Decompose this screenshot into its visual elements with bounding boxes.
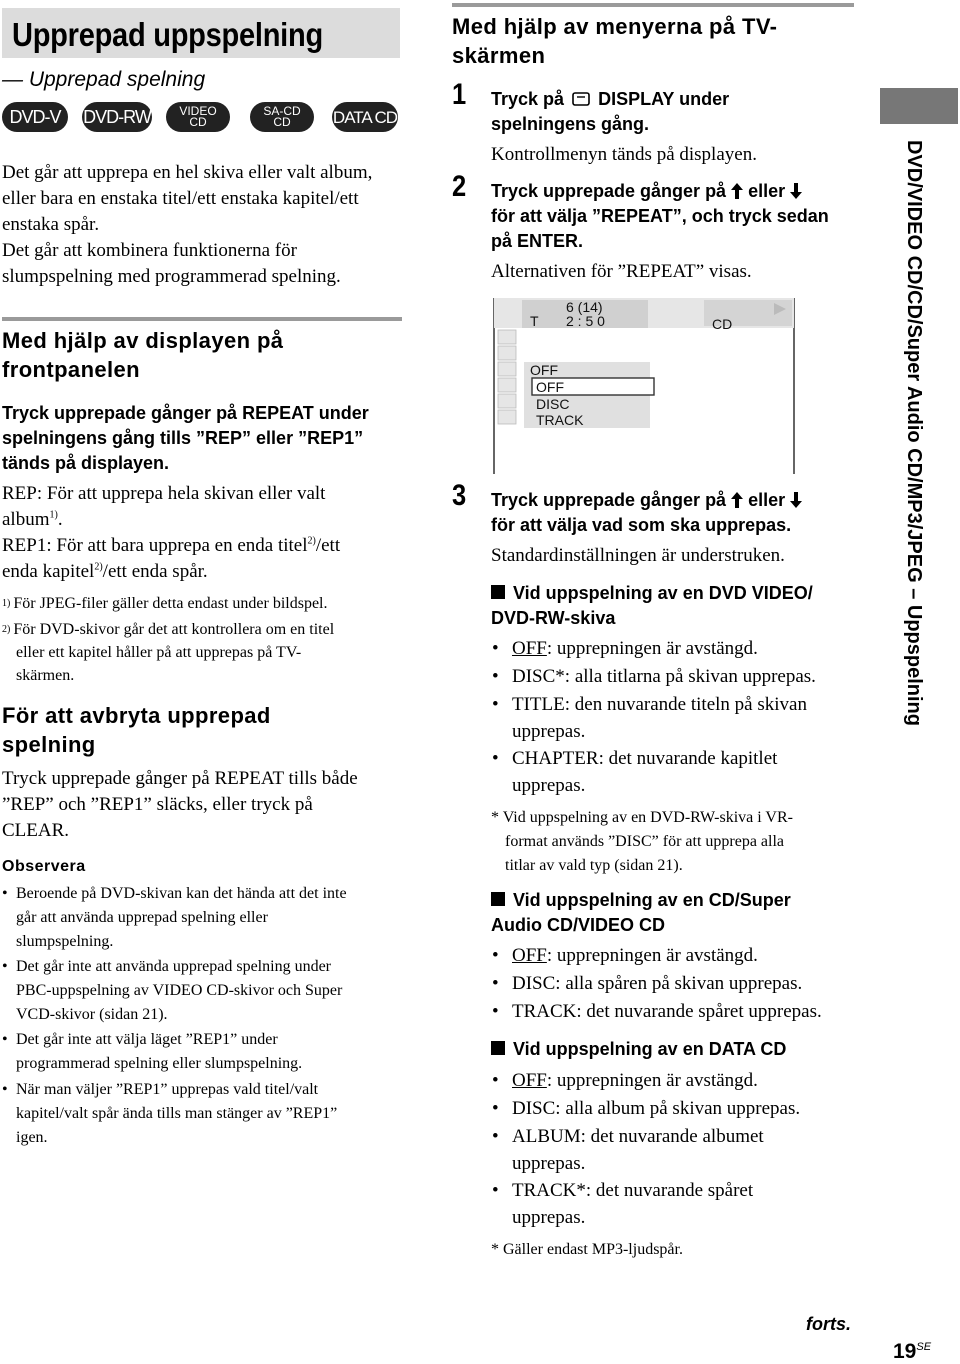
arrow-down-icon bbox=[790, 492, 802, 508]
footnote-2: $^{2)}$ För DVD-skivor går det att kontrollera om en titel eller ett kapitel håller på att upprepas på TV- skärmen. bbox=[2, 621, 335, 684]
step-number: 3 bbox=[452, 479, 467, 512]
square-bullet-icon bbox=[491, 1041, 505, 1055]
data-cd-footnote: * Gäller endast MP3-ljudspår. bbox=[491, 1241, 683, 1258]
step-1-note: Kontrollmenyn tänds på displayen. bbox=[491, 144, 757, 165]
notes-heading: Observera bbox=[2, 858, 86, 875]
front-panel-instruction: Tryck upprepade gånger på REPEAT under spelningens gång tills ”REP” eller ”REP1” tänds på displayen. bbox=[2, 403, 369, 473]
note-item: • Beroende på DVD-skivan kan det hända att det inte går att använda upprepad spelning eller slumpspelning. bbox=[2, 885, 347, 950]
note-item: • Det går inte att använda upprepad spelning under PBC-uppspelning av VIDEO CD-skivor och Super VCD-skivor (sidan 21). bbox=[2, 958, 343, 1023]
step-2-instruction: Tryck upprepade gånger på eller för att välja ”REPEAT”, och tryck sedan på ENTER. bbox=[491, 181, 829, 251]
step-number: 1 bbox=[452, 78, 467, 111]
display-track: 6 (14) bbox=[566, 299, 603, 315]
dvd-v-badge: DVD-V bbox=[2, 102, 68, 132]
arrow-down-icon bbox=[790, 183, 802, 199]
step-3-note: Standardinställningen är understruken. bbox=[491, 545, 785, 566]
cd-section-heading: Vid uppspelning av en CD/Super Audio CD/VIDEO CD bbox=[491, 890, 791, 935]
display-button-icon bbox=[572, 92, 590, 106]
display-option: DISC bbox=[536, 396, 570, 412]
note-item: • När man väljer ”REP1” upprepas vald titel/valt kapitel/valt spår ända tills man stänger av ”REP1” igen. bbox=[2, 1081, 338, 1146]
display-option: OFF bbox=[536, 379, 564, 395]
page-subtitle: — Upprepad spelning bbox=[2, 68, 206, 91]
side-section-label: DVD/VIDEO CD/CD/Super Audio CD/MP3/JPEG – Uppspelning bbox=[903, 140, 925, 726]
data-cd-option: • DISC: alla album på skivan upprepas. bbox=[492, 1098, 801, 1119]
dvd-section-heading: Vid uppspelning av en DVD VIDEO/ DVD-RW-skiva bbox=[491, 583, 813, 628]
front-panel-heading: Med hjälp av displayen på frontpanelen bbox=[2, 328, 284, 382]
dvd-option: • DISC*: alla titlarna på skivan upprepas. bbox=[492, 666, 816, 687]
intro-text: Det går att upprepa en hel skiva eller valt album, eller bara en enstaka titel/ett enstaka kapitel/ett enstaka spår. Det går att kombinera funktionerna för slumpspelning med programmerad spelning. bbox=[2, 162, 373, 287]
arrow-up-icon bbox=[731, 183, 743, 199]
stop-repeat-heading: För att avbryta upprepad spelning bbox=[2, 703, 271, 757]
section-divider bbox=[452, 3, 854, 7]
footnote-1: $^{1)}$ För JPEG-filer gäller detta endast under bildspel. bbox=[2, 595, 328, 612]
arrow-up-icon bbox=[731, 492, 743, 508]
video-cd-badge: VIDEO CD bbox=[166, 102, 230, 132]
dvd-option: • TITLE: den nuvarande titeln på skivan upprepas. bbox=[492, 694, 807, 742]
data-cd-section-heading: Vid uppspelning av en DATA CD bbox=[491, 1037, 786, 1062]
cd-option: • DISC: alla spåren på skivan upprepas. bbox=[492, 973, 803, 994]
data-cd-badge: DATA CD bbox=[332, 102, 398, 132]
dvd-rw-badge: DVD-RW bbox=[82, 102, 152, 132]
continued-label: forts. bbox=[806, 1314, 851, 1334]
display-time: 2 : 5 0 bbox=[566, 313, 605, 329]
data-cd-option: • ALBUM: det nuvarande albumet upprepas. bbox=[492, 1126, 764, 1174]
section-tab-marker bbox=[880, 88, 958, 124]
step-3-instruction: Tryck upprepade gånger på eller för att välja vad som ska upprepas. bbox=[491, 488, 802, 538]
display-media: CD bbox=[712, 316, 733, 332]
data-cd-option: • OFF: upprepningen är avstängd. bbox=[492, 1070, 758, 1091]
stop-repeat-text: Tryck upprepade gånger på REPEAT tills både ”REP” och ”REP1” släcks, eller tryck på CLEAR. bbox=[2, 768, 358, 841]
dvd-option: • OFF: upprepningen är avstängd. bbox=[492, 638, 758, 659]
sa-cd-badge: SA-CD CD bbox=[250, 102, 314, 132]
display-current-value: OFF bbox=[530, 362, 558, 378]
step-2-note: Alternativen för ”REPEAT” visas. bbox=[491, 261, 752, 282]
step-number: 2 bbox=[452, 170, 467, 203]
page-number: $19^{SE}$ bbox=[893, 1340, 932, 1363]
repeat-menu-display bbox=[492, 296, 798, 474]
note-item: • Det går inte att välja läget ”REP1” under programmerad spelning eller slumpspelning. bbox=[2, 1031, 303, 1072]
cd-option: • TRACK: det nuvarande spåret upprepas. bbox=[492, 1001, 822, 1022]
rep-description: REP: För att upprepa hela skivan eller valt album$^{1)}$. REP1: För att bara upprepa en enda titel$^{2)}$/ett enda kapitel$^{2)}$/ett enda spår. bbox=[2, 483, 341, 582]
dvd-footnote: * Vid uppspelning av en DVD-RW-skiva i VR- format används ”DISC” för att upprepa alla titlar av vald typ (sidan 21). bbox=[491, 809, 793, 874]
square-bullet-icon bbox=[491, 585, 505, 599]
step-1-instruction: Tryck på DISPLAY under spelningens gång. bbox=[491, 89, 730, 134]
cd-option: • OFF: upprepningen är avstängd. bbox=[492, 945, 758, 966]
tv-menu-heading: Med hjälp av menyerna på TV- skärmen bbox=[452, 14, 778, 68]
page-title-box bbox=[2, 8, 400, 58]
dvd-option: • CHAPTER: det nuvarande kapitlet upprepas. bbox=[492, 748, 778, 796]
display-option: TRACK bbox=[536, 412, 584, 428]
data-cd-option: • TRACK*: det nuvarande spåret upprepas. bbox=[492, 1180, 754, 1228]
page-title: Upprepad uppspelning bbox=[12, 16, 323, 53]
section-divider bbox=[2, 317, 402, 321]
display-time-label: T bbox=[530, 313, 539, 329]
square-bullet-icon bbox=[491, 892, 505, 906]
